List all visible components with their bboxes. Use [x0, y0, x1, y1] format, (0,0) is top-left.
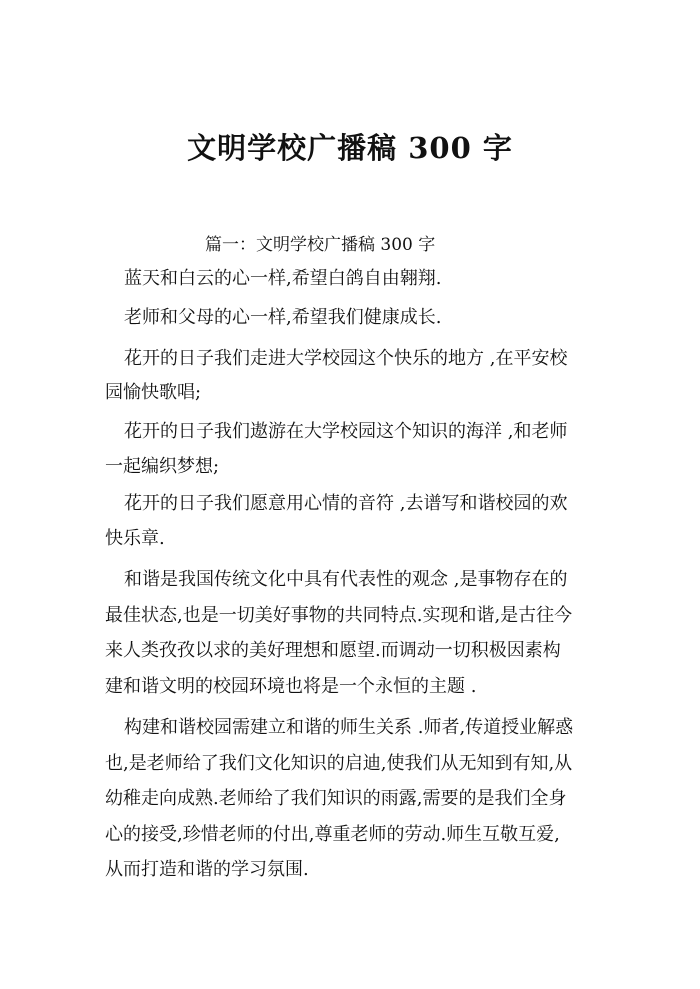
paragraph-line: 花开的日子我们遨游在大学校园这个知识的海洋 ,和老师 — [124, 421, 568, 442]
paragraph-line: 花开的日子我们愿意用心情的音符 ,去谱写和谐校园的欢 — [124, 493, 568, 514]
section-heading: 篇一：文明学校广播稿 300 字 — [205, 235, 436, 255]
paragraph-line: 建和谐文明的校园环境也将是一个永恒的主题 . — [105, 676, 477, 697]
paragraph-line: 构建和谐校园需建立和谐的师生关系 .师者,传道授业解惑 — [124, 717, 574, 738]
paragraph-line: 也,是老师给了我们文化知识的启迪,使我们从无知到有知,从 — [105, 753, 573, 774]
paragraph-line: 园愉快歌唱; — [105, 382, 202, 403]
paragraph-line: 老师和父母的心一样,希望我们健康成长. — [124, 307, 442, 328]
paragraph-line: 幼稚走向成熟.老师给了我们知识的雨露,需要的是我们全身 — [105, 788, 567, 809]
paragraph-line: 蓝天和白云的心一样,希望白鸽自由翱翔. — [124, 268, 442, 289]
paragraph-line: 花开的日子我们走进大学校园这个快乐的地方 ,在平安校 — [124, 348, 568, 369]
paragraph-line: 最佳状态,也是一切美好事物的共同特点.实现和谐,是古往今 — [105, 605, 573, 626]
paragraph-line: 一起编织梦想; — [105, 456, 220, 477]
paragraph-line: 从而打造和谐的学习氛围. — [105, 859, 309, 880]
paragraph-line: 心的接受,珍惜老师的付出,尊重老师的劳动.师生互敬互爱, — [105, 824, 560, 845]
paragraph-line: 快乐章. — [105, 528, 165, 549]
paragraph-line: 来人类孜孜以求的美好理想和愿望.而调动一切积极因素构 — [105, 640, 561, 661]
paragraph-line: 和谐是我国传统文化中具有代表性的观念 ,是事物存在的 — [124, 569, 568, 590]
document-title: 文明学校广播稿 300 字 — [187, 131, 513, 165]
